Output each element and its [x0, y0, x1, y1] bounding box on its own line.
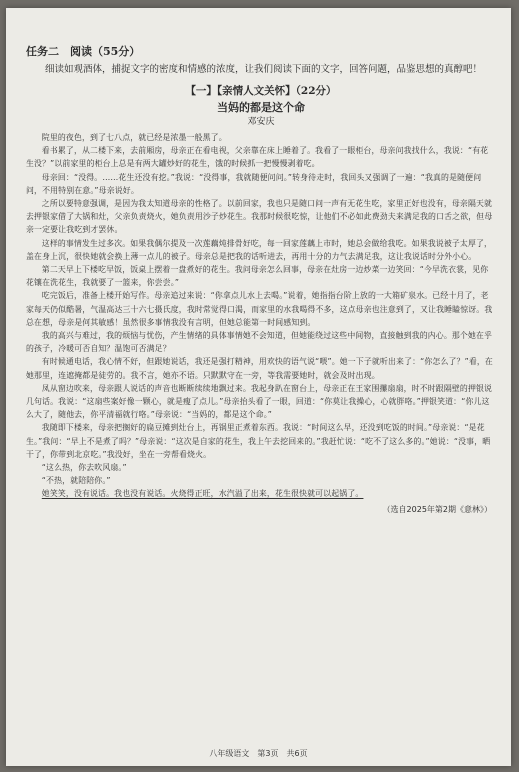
paragraph-10: 凤从窗边吹来，母亲跟人说话的声音也断断续续地飘过来。我起身趴在窗台上，母亲正在王家围攥扇扇，时不时跟隔壁的押银说几句话。我说：“这扇些案好像一颗心，就是瘦了点儿。”母亲抬头看了一眼，回道：“你莫让我操心，心就胖咯。”押银笑道：“你儿这么大了，随他去，你平清福就行咯。”母亲说：“当妈的，都是这个命。” — [26, 383, 493, 420]
paragraph-11: 我随即下楼来，母亲把搁好的扁豆摊到灶台上，再锅里正煮着东西。我说：“时间这么早，还没到吃饭的时间。”母亲说：“是花生。”我问：“早上不是煮了吗？”母亲说：“这次是自家的花生，我上午去挖回来的。”我赶忙说：“吃不了这么多的。”她说：“没事，晒干了，你带到北京吃。”我没好，坐在一旁帮看烧火。 — [26, 423, 491, 459]
article-source: （选自2025年第2期《意林》） — [382, 504, 492, 514]
section-header: 【一】【亲情人文关怀】（22分） — [185, 85, 337, 97]
paragraph-7: 吃完饭后，准备上楼开始写作。母亲追过来说：“你拿点儿水上去喝。”说着，她指指台阶上放的一大箱矿泉水。已经十月了，老家每天仍似酷暑，气温高达三十六七摄氏度，我时常觉得口渴，而家里的水我喝得不多，这点母亲也注意到了，又让我睡瞌惊讶。我总在想，母亲是何其敏感！虽然很多事情我没有言明，但她总能第一时间感知到。 — [26, 291, 493, 327]
page-content — [26, 44, 496, 517]
task-title: 任务二 阅读（55分） — [26, 45, 141, 58]
paragraph-14: 她笑笑，没有说话。我也没有说话。火烧得正旺，水汽溢了出来，花生很快就可以起锅了。 — [41, 489, 364, 499]
paragraph-8: 我的高兴与难过，我的烦恼与忧伤，产生情绪的具体事情她不会知道，但她能绕过这些中间物，直接触到我的内心。那个她在乎的孩子，冷暖可否自知？温饱可否满足？ — [26, 331, 493, 354]
paragraph-2: 看书累了，从二楼下来，去前厢房，母亲正在看电视，父亲靠在床上睡着了。我看了一眼柜台，母亲问我找什么，我说：“有花生没？”以前家里的柜台上总是有两大罐炒好的花生，饿的时候抓一把慢慢剥着吃。 — [26, 146, 489, 169]
paragraph-3: 母亲回：“没得。……花生还没有挖。”我说：“没得事，我就随便问问。”转身待走时，我回头又强调了一遍：“我真的是随便问问，不用特别在意。”母亲说好。 — [26, 172, 482, 195]
article-author: 邓安庆 — [247, 117, 275, 127]
paragraph-9: 有时候通电话，我心情不好，但跟她说话，我还是强打精神，用欢快的语气说“喂”。她一下子就听出来了：“你怎么了？”看，在她那里，连遮掩都是徒劳的。我不言，她亦不语。只默默守在一旁，等我需要她时，就会及时出现。 — [26, 357, 493, 380]
article-title: 当妈的都是这个命 — [217, 101, 305, 114]
paragraph-4: 之所以要特意强调，是因为我太知道母亲的性格了。以前回家，我也只是随口问一声有无花生吃，家里正好也没有，母亲隔天就去押银家借了大锅和灶，父亲负责烧火，她负责用沙子炒花生。我那时候很吃惊，让他们不必如此费劲夫来满足我的口舌之欲，但母亲一定要让我吃到才罢休。 — [26, 199, 493, 235]
paragraph-12: “这么热，你去吹风扇。” — [41, 463, 127, 473]
task-intro: 细读如观酒体，捕捉文字的密度和情感的浓度，让我们阅读下面的文字，回答问题，品鉴思想的真醇吧！ — [45, 64, 483, 75]
paragraph-1: 院里的夜色，到了七八点，就已经是浓墨一般黑了。 — [41, 133, 227, 142]
paragraph-13: “不热，就陪陪你。” — [41, 476, 111, 486]
exam-page — [6, 8, 511, 766]
paragraph-5: 这样的事情发生过多次。如果我偶尔提及一次莲藕炖排骨好吃，每一回家莲藕上市时，她总会做给我吃。如果我说被子太厚了，盖在身上沉，很快她就会换上薄一点儿的被子。母亲总是把我的话听进去，再用十分的力气去满足我，这让我说话时分外小心。 — [26, 238, 493, 261]
page-footer: 八年级语文 第3页 共6页 — [209, 749, 308, 758]
paragraph-6: 第二天早上下楼吃早饭，饭桌上摆着一盘煮好的花生。我问母亲怎么回事，母亲在灶房一边炒菜一边笑回：“今早洗衣裳，见你花镶在洗花生，我就要了一篮来，你尝尝。” — [26, 265, 489, 288]
